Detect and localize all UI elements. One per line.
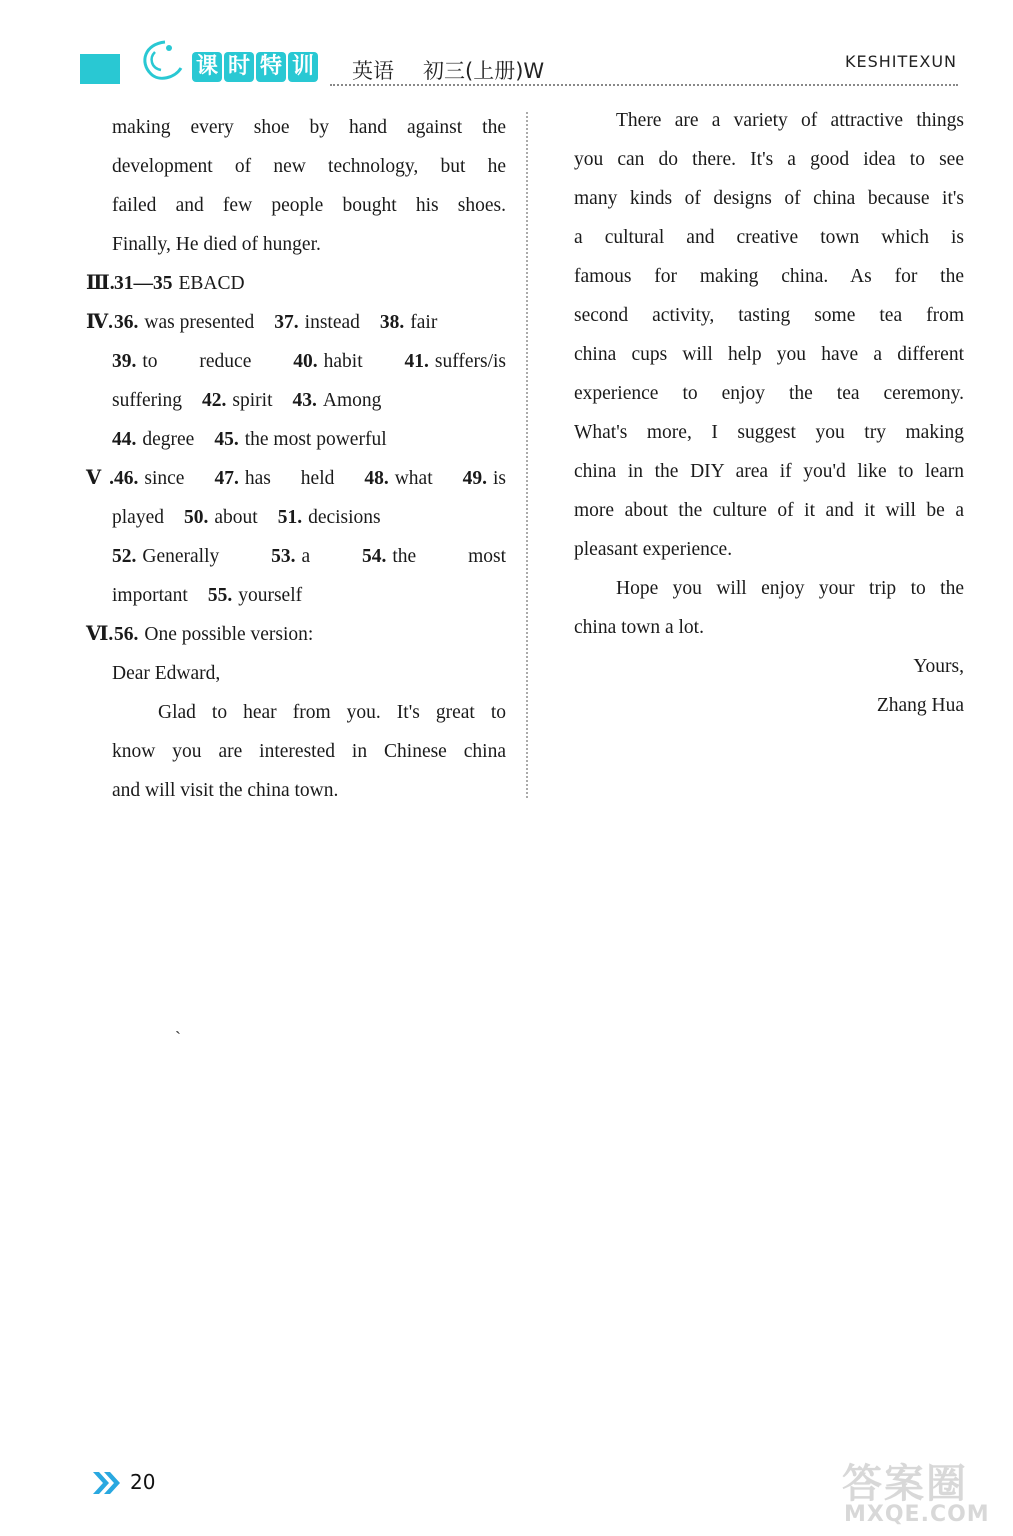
section-mark: Ⅲ. bbox=[86, 273, 115, 294]
answer-text: played bbox=[112, 507, 164, 528]
answer-text: instead bbox=[304, 312, 360, 333]
brand-pinyin: KESHITEXUN bbox=[844, 52, 957, 71]
letter-line: second activity, tasting some tea from bbox=[574, 305, 964, 326]
letter-closing: Yours, bbox=[913, 656, 964, 677]
page-header bbox=[0, 0, 1013, 100]
section-5-line bbox=[86, 576, 506, 615]
letter-line: experience to enjoy the tea ceremony. bbox=[574, 383, 964, 404]
essay-intro: One possible version: bbox=[144, 624, 314, 645]
question-number: 36. bbox=[114, 312, 139, 333]
letter-line: many kinds of designs of china because it's bbox=[574, 188, 964, 209]
letter-line: more about the culture of it and it will be a bbox=[574, 500, 964, 521]
question-number: 55. bbox=[207, 585, 233, 606]
answer-text: habit bbox=[323, 351, 363, 372]
brand-char: 训 bbox=[288, 52, 318, 82]
answer-text: is bbox=[492, 468, 506, 489]
text-line: development of new technology, but he bbox=[112, 156, 506, 177]
text-line: Finally, He died of hunger. bbox=[112, 234, 321, 255]
question-number: 39. bbox=[112, 351, 137, 372]
answer-text: has held bbox=[244, 468, 335, 489]
answer-text: about bbox=[214, 507, 258, 528]
section-5-line bbox=[86, 459, 506, 498]
question-number: 53. bbox=[271, 546, 296, 567]
subject-label: 英语 bbox=[352, 59, 394, 83]
answer-text: since bbox=[144, 468, 185, 489]
watermark-url: MXQE.COM bbox=[844, 1502, 990, 1527]
question-number: 49. bbox=[462, 468, 487, 489]
brand-title bbox=[192, 52, 318, 82]
letter-line: china cups will help you have a different bbox=[574, 344, 964, 365]
brand-char: 时 bbox=[224, 52, 254, 82]
question-number: 45. bbox=[214, 429, 239, 450]
letter-line: china in the DIY area if you'd like to learn bbox=[574, 461, 964, 482]
answer-text: a bbox=[301, 546, 311, 567]
letter-line: famous for making china. As for the bbox=[574, 266, 964, 287]
answer-text: spirit bbox=[232, 390, 273, 411]
answer-text: yourself bbox=[238, 585, 303, 606]
answer-text: to reduce bbox=[142, 351, 252, 372]
header-color-block bbox=[80, 54, 120, 84]
answer-text: the most powerful bbox=[244, 429, 387, 450]
brand-char: 特 bbox=[256, 52, 286, 82]
answer-text: degree bbox=[142, 429, 195, 450]
answer-text: decisions bbox=[308, 507, 381, 528]
section-5-line bbox=[86, 498, 506, 537]
question-number: 50. bbox=[183, 507, 209, 528]
question-number: 42. bbox=[202, 390, 227, 411]
brand-char: 课 bbox=[192, 52, 222, 82]
question-number: 51. bbox=[277, 507, 303, 528]
letter-line: There are a variety of attractive things bbox=[616, 110, 964, 131]
question-number: 41. bbox=[404, 351, 429, 372]
answer-text: important bbox=[112, 585, 188, 606]
answer-text: suffering bbox=[112, 390, 183, 411]
letter-line: What's more, I suggest you try making bbox=[574, 422, 964, 443]
section-6-line bbox=[86, 615, 506, 654]
letter-salutation: Dear Edward, bbox=[112, 663, 221, 684]
text-line: failed and few people bought his shoes. bbox=[112, 195, 506, 216]
letter-line: Hope you will enjoy your trip to the bbox=[616, 578, 964, 599]
left-column bbox=[86, 108, 506, 810]
answer-text: the most bbox=[392, 546, 506, 567]
section-4-line bbox=[86, 303, 506, 342]
letter-line: you can do there. It's a good idea to see bbox=[574, 149, 964, 170]
letter-line: pleasant experience. bbox=[574, 539, 733, 560]
question-number: 43. bbox=[292, 390, 317, 411]
letter-line: china town a lot. bbox=[574, 617, 704, 638]
watermark-text: 答案圈 bbox=[842, 1461, 968, 1507]
question-number: 47. bbox=[214, 468, 239, 489]
section-mark: Ⅳ. bbox=[86, 312, 114, 333]
question-number: 46. bbox=[114, 468, 139, 489]
answer-text: Generally bbox=[142, 546, 220, 567]
section-4-line bbox=[86, 420, 506, 459]
question-number: 52. bbox=[112, 546, 137, 567]
section-3-answer bbox=[86, 264, 506, 303]
section-4-line bbox=[86, 381, 506, 420]
column-divider bbox=[526, 112, 528, 798]
question-range: 31—35 bbox=[114, 273, 173, 294]
letter-line: a cultural and creative town which is bbox=[574, 227, 964, 248]
right-column bbox=[574, 101, 964, 725]
answer-text: what bbox=[394, 468, 433, 489]
page-number: 20 bbox=[130, 1470, 156, 1494]
question-number: 37. bbox=[274, 312, 299, 333]
grade-label: 初三(上册)W bbox=[423, 59, 545, 83]
double-chevron-icon bbox=[93, 1472, 123, 1494]
letter-line: and will visit the china town. bbox=[112, 780, 339, 801]
stray-mark: ˋ bbox=[175, 1028, 181, 1048]
watermark bbox=[832, 1452, 1012, 1536]
answer-text: fair bbox=[410, 312, 438, 333]
letter-line: know you are interested in Chinese china bbox=[112, 741, 506, 762]
question-number: 40. bbox=[293, 351, 318, 372]
question-number: 56. bbox=[114, 624, 139, 645]
section-4-line bbox=[86, 342, 506, 381]
question-number: 44. bbox=[112, 429, 137, 450]
text-line: making every shoe by hand against the bbox=[112, 117, 506, 138]
section-5-line bbox=[86, 537, 506, 576]
answer-text: suffers/is bbox=[434, 351, 507, 372]
answer-text: Among bbox=[322, 390, 382, 411]
question-number: 48. bbox=[364, 468, 389, 489]
question-number: 54. bbox=[362, 546, 387, 567]
logo-swoosh-icon bbox=[135, 38, 187, 84]
section-mark: Ⅴ. bbox=[86, 468, 114, 489]
header-rule bbox=[330, 84, 958, 86]
section-mark: Ⅵ. bbox=[86, 624, 114, 645]
letter-line: Glad to hear from you. It's great to bbox=[158, 702, 506, 723]
question-number: 38. bbox=[379, 312, 405, 333]
letter-signature: Zhang Hua bbox=[876, 695, 964, 716]
answer-text: EBACD bbox=[178, 273, 245, 294]
answer-text: was presented bbox=[144, 312, 255, 333]
